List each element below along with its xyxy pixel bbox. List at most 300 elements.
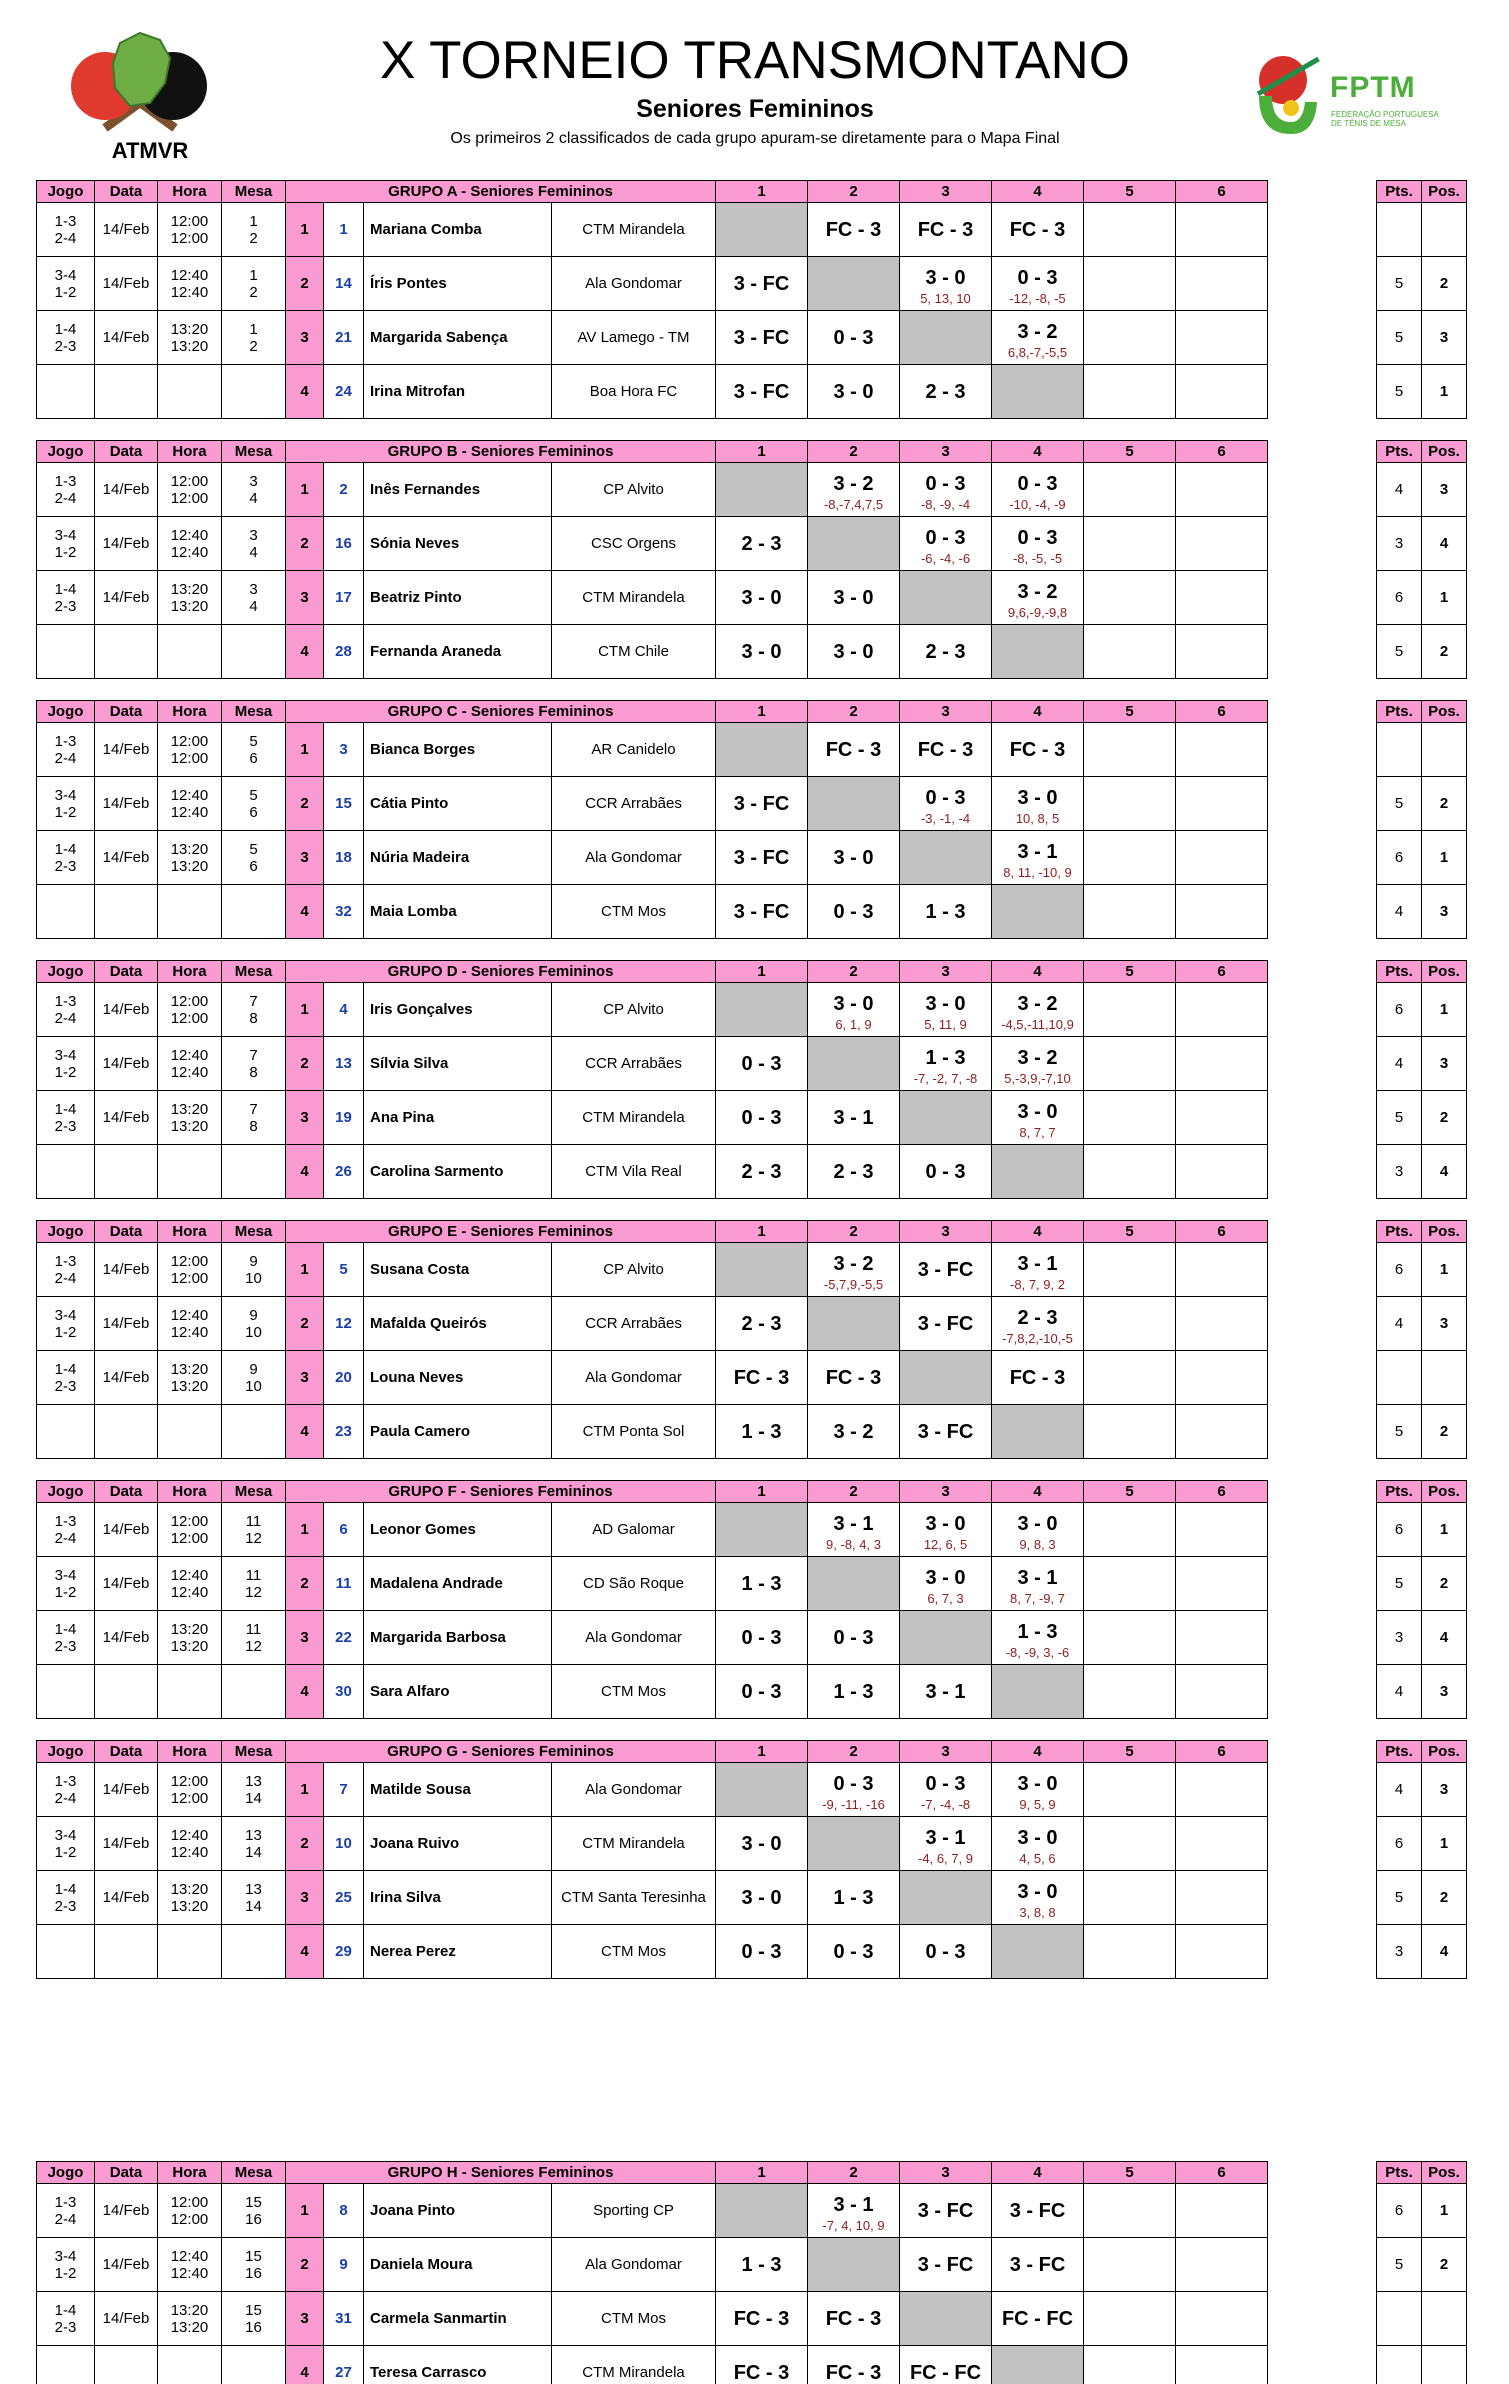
position-cell: 1 [1422,2184,1467,2238]
player-seed: 27 [324,2346,364,2384]
date-cell: 14/Feb [95,2184,158,2238]
jogo-cell [37,1665,95,1719]
empty-cell [1084,2238,1176,2292]
points-cell: 3 [1377,1145,1422,1199]
player-row [37,1145,1268,1199]
date-cell: 14/Feb [95,257,158,311]
match-result-cell [900,983,992,1037]
mesa-header: Mesa [222,2162,286,2184]
hora-header: Hora [158,701,222,723]
column-c4-header: 4 [992,441,1084,463]
hora-cell [158,2184,222,2238]
date-cell [95,1405,158,1459]
column-c2-header: 2 [808,441,900,463]
player-club: CTM Mirandela [552,571,716,625]
mesa-cell [222,463,286,517]
match-score: 0 - 3 [833,326,874,349]
match-result-cell [992,1763,1084,1817]
date-cell: 14/Feb [95,2292,158,2346]
set-scores: -4,5,-11,10,9 [1001,1017,1074,1032]
empty-cell [1084,1297,1176,1351]
data-header: Data [95,1741,158,1763]
hora-1: 13:20 [170,1100,209,1118]
hora-cell [158,983,222,1037]
hora-cell [158,1037,222,1091]
match-result-cell [716,1243,808,1297]
jogo-1: 3-4 [54,786,77,804]
points-header: Pts. [1377,1481,1422,1503]
player-row [37,1871,1268,1925]
column-c6-header: 6 [1176,1221,1268,1243]
player-club: Ala Gondomar [552,2238,716,2292]
player-seed: 20 [324,1351,364,1405]
fptm-logo-text: FPTM [1330,71,1416,104]
column-c4-header: 4 [992,961,1084,983]
empty-cell [1176,1297,1268,1351]
column-c6-header: 6 [1176,181,1268,203]
match-result-cell [900,1351,992,1405]
match-result-cell [808,1871,900,1925]
jogo-1: 1-4 [54,2301,77,2319]
player-row [37,1503,1268,1557]
match-score: 3 - 1 [1017,1253,1058,1275]
empty-cell [1176,203,1268,257]
points-header: Pts. [1377,1741,1422,1763]
player-club: CTM Chile [552,625,716,679]
jogo-1: 1-3 [54,732,77,750]
match-result-cell [900,203,992,257]
mesa-2: 2 [249,283,258,301]
match-result-cell [808,1145,900,1199]
player-number: 2 [286,1297,324,1351]
match-score: 1 - 3 [741,1572,782,1595]
jogo-header: Jogo [37,2162,95,2184]
jogo-2: 2-4 [54,1529,77,1547]
match-score: 3 - 1 [1017,841,1058,863]
set-scores: 12, 6, 5 [923,1537,968,1552]
player-row [37,1557,1268,1611]
points-cell: 3 [1377,1611,1422,1665]
player-club: CP Alvito [552,1243,716,1297]
empty-cell [1176,2184,1268,2238]
points-cell: 3 [1377,517,1422,571]
match-result-cell [992,1091,1084,1145]
match-result-cell [808,1405,900,1459]
mesa-2: 8 [249,1117,258,1135]
hora-2: 13:20 [170,1377,209,1395]
points-cell [1377,2346,1422,2384]
position-cell: 1 [1422,571,1467,625]
date-cell: 14/Feb [95,1351,158,1405]
column-c3-header: 3 [900,701,992,723]
data-header: Data [95,181,158,203]
hora-cell [158,1763,222,1817]
position-cell: 3 [1422,885,1467,939]
date-cell: 14/Feb [95,723,158,777]
mesa-header: Mesa [222,1481,286,1503]
hora-cell [158,625,222,679]
match-result-cell [900,831,992,885]
mesa-2: 6 [249,857,258,875]
hora-2: 12:00 [170,749,209,767]
match-score: 3 - 0 [1017,1881,1058,1903]
points-cell: 5 [1377,365,1422,419]
match-score: 3 - FC [917,1312,974,1335]
hora-2: 13:20 [170,2318,209,2336]
match-result-cell [992,517,1084,571]
mesa-2: 6 [249,749,258,767]
player-name: Susana Costa [364,1243,552,1297]
points-cell: 6 [1377,1503,1422,1557]
hora-1: 13:20 [170,1360,209,1378]
match-score: 3 - 2 [1017,1047,1058,1069]
jogo-cell [37,2292,95,2346]
mesa-header: Mesa [222,181,286,203]
date-cell: 14/Feb [95,1091,158,1145]
player-seed: 5 [324,1243,364,1297]
player-name: Paula Camero [364,1405,552,1459]
date-cell: 14/Feb [95,1243,158,1297]
column-c4-header: 4 [992,2162,1084,2184]
jogo-1: 3-4 [54,1566,77,1584]
points-cell: 4 [1377,1037,1422,1091]
points-table [1376,960,1467,1199]
player-club: CTM Ponta Sol [552,1405,716,1459]
points-header: Pts. [1377,181,1422,203]
empty-cell [1084,723,1176,777]
match-score: 2 - 3 [833,1160,874,1183]
mesa-cell [222,625,286,679]
jogo-1: 1-4 [54,1880,77,1898]
player-number: 4 [286,1665,324,1719]
match-result-cell [808,1297,900,1351]
jogo-1: 3-4 [54,1826,77,1844]
position-cell: 4 [1422,1145,1467,1199]
mesa-cell [222,1557,286,1611]
group-title: GRUPO B - Seniores Femininos [286,441,716,463]
jogo-2: 1-2 [54,1843,77,1861]
hora-cell [158,365,222,419]
group-table [36,1740,1268,1979]
match-score: FC - 3 [917,738,974,761]
points-cell: 5 [1377,311,1422,365]
mesa-2: 10 [245,1377,262,1395]
jogo-cell [37,1243,95,1297]
match-score: 3 - FC [733,846,790,869]
set-scores: -5,7,9,-5,5 [823,1277,884,1292]
match-score: 3 - 1 [925,1680,966,1703]
player-seed: 2 [324,463,364,517]
set-scores: -12, -8, -5 [1009,291,1066,306]
jogo-2: 2-3 [54,337,77,355]
mesa-1: 13 [245,1772,262,1790]
date-cell: 14/Feb [95,1297,158,1351]
qualification-note: Os primeiros 2 classificados de cada grupo apuram-se diretamente para o Mapa Final [450,130,1060,147]
jogo-cell [37,2346,95,2384]
column-c6-header: 6 [1176,441,1268,463]
match-result-cell [716,1871,808,1925]
match-score: 3 - 0 [1017,1101,1058,1123]
match-score: 3 - 2 [833,1420,874,1443]
match-score: 0 - 3 [1017,473,1058,495]
points-cell [1377,1351,1422,1405]
player-row [37,1037,1268,1091]
jogo-1: 1-3 [54,2193,77,2211]
column-c1-header: 1 [716,181,808,203]
match-result-cell [716,723,808,777]
hora-1: 12:40 [170,2247,209,2265]
set-scores: -6, -4, -6 [920,551,971,566]
mesa-2: 12 [245,1583,262,1601]
player-row [37,571,1268,625]
jogo-2: 2-4 [54,229,77,247]
hora-header: Hora [158,1221,222,1243]
jogo-2: 2-4 [54,1789,77,1807]
match-result-cell [808,1763,900,1817]
player-name: Teresa Carrasco [364,2346,552,2384]
empty-cell [1084,1145,1176,1199]
player-row [37,1091,1268,1145]
date-cell: 14/Feb [95,1871,158,1925]
mesa-2: 14 [245,1843,262,1861]
match-score: FC - 3 [733,2307,790,2330]
player-row [37,2346,1268,2384]
hora-cell [158,723,222,777]
match-result-cell [808,1611,900,1665]
jogo-cell [37,571,95,625]
mesa-cell [222,1611,286,1665]
jogo-cell [37,2238,95,2292]
match-result-cell [808,625,900,679]
position-cell: 3 [1422,1763,1467,1817]
player-club: Sporting CP [552,2184,716,2238]
match-score: 3 - FC [1009,2253,1066,2276]
player-seed: 28 [324,625,364,679]
player-seed: 17 [324,571,364,625]
match-result-cell [992,983,1084,1037]
date-cell: 14/Feb [95,1817,158,1871]
match-result-cell [716,1405,808,1459]
jogo-2: 2-3 [54,2318,77,2336]
hora-cell [158,1665,222,1719]
jogo-1: 1-4 [54,840,77,858]
player-number: 3 [286,1611,324,1665]
player-row [37,203,1268,257]
date-cell: 14/Feb [95,1557,158,1611]
player-name: Joana Pinto [364,2184,552,2238]
player-club: CP Alvito [552,463,716,517]
mesa-cell [222,1243,286,1297]
empty-cell [1084,1763,1176,1817]
match-result-cell [992,1243,1084,1297]
player-club: Boa Hora FC [552,365,716,419]
jogo-1: 3-4 [54,266,77,284]
empty-cell [1176,983,1268,1037]
hora-1: 12:40 [170,786,209,804]
match-result-cell [900,1297,992,1351]
player-row [37,1763,1268,1817]
player-club: CTM Mos [552,1665,716,1719]
column-c6-header: 6 [1176,961,1268,983]
empty-cell [1084,2346,1176,2384]
mesa-2: 2 [249,229,258,247]
player-row [37,625,1268,679]
player-name: Madalena Andrade [364,1557,552,1611]
player-row [37,1817,1268,1871]
hora-cell [158,1871,222,1925]
hora-1: 12:00 [170,732,209,750]
group-block [36,1480,1473,1750]
jogo-header: Jogo [37,961,95,983]
match-result-cell [900,1405,992,1459]
match-result-cell [808,517,900,571]
match-score: 1 - 3 [833,1680,874,1703]
jogo-cell [37,1037,95,1091]
match-score: 1 - 3 [925,1047,966,1069]
match-result-cell [900,1503,992,1557]
mesa-cell [222,1665,286,1719]
empty-cell [1176,1763,1268,1817]
match-result-cell [900,2238,992,2292]
mesa-header: Mesa [222,701,286,723]
match-result-cell [992,777,1084,831]
player-club: CTM Mirandela [552,1817,716,1871]
points-cell: 5 [1377,777,1422,831]
player-row [37,1665,1268,1719]
match-result-cell [900,1871,992,1925]
fptm-logo [1245,46,1439,146]
match-result-cell [716,571,808,625]
position-header: Pos. [1422,441,1467,463]
jogo-cell [37,517,95,571]
empty-cell [1084,1611,1176,1665]
data-header: Data [95,701,158,723]
mesa-cell [222,2346,286,2384]
match-result-cell [716,1091,808,1145]
match-result-cell [716,1611,808,1665]
match-score: FC - 3 [1009,1366,1066,1389]
position-cell: 2 [1422,1405,1467,1459]
empty-cell [1176,625,1268,679]
player-seed: 11 [324,1557,364,1611]
match-result-cell [716,365,808,419]
match-score: 3 - 0 [741,1886,782,1909]
match-result-cell [900,1243,992,1297]
set-scores: 6, 1, 9 [835,1017,872,1032]
column-c2-header: 2 [808,1481,900,1503]
match-result-cell [716,777,808,831]
group-block [36,440,1473,710]
column-c3-header: 3 [900,1221,992,1243]
match-score: 2 - 3 [925,640,966,663]
match-result-cell [716,1817,808,1871]
mesa-cell [222,2184,286,2238]
match-result-cell [992,1297,1084,1351]
player-number: 1 [286,1503,324,1557]
hora-cell [158,1611,222,1665]
jogo-cell [37,1503,95,1557]
set-scores: -9, -11, -16 [822,1797,885,1812]
match-score: 0 - 3 [833,1773,874,1795]
empty-cell [1176,517,1268,571]
position-cell: 2 [1422,625,1467,679]
hora-cell [158,1557,222,1611]
jogo-cell [37,831,95,885]
points-table [1376,700,1467,939]
match-score: 3 - FC [1009,2199,1066,2222]
atmvr-logo-text: ATMVR [111,138,189,163]
mesa-cell [222,257,286,311]
mesa-cell [222,1405,286,1459]
match-result-cell [992,1611,1084,1665]
hora-header: Hora [158,181,222,203]
set-scores: 9,6,-9,-9,8 [1007,605,1068,620]
mesa-cell [222,1871,286,1925]
points-cell: 4 [1377,885,1422,939]
mesa-cell [222,571,286,625]
points-header: Pts. [1377,961,1422,983]
match-score: 3 - 2 [1017,581,1058,603]
group-title: GRUPO C - Seniores Femininos [286,701,716,723]
match-score: 3 - FC [733,380,790,403]
hora-cell [158,571,222,625]
player-number: 3 [286,1091,324,1145]
date-cell [95,365,158,419]
player-seed: 8 [324,2184,364,2238]
set-scores: 8, 7, -9, 7 [1010,1591,1065,1606]
empty-cell [1084,1037,1176,1091]
hora-header: Hora [158,1741,222,1763]
position-cell: 3 [1422,1297,1467,1351]
position-cell: 2 [1422,777,1467,831]
match-result-cell [808,983,900,1037]
match-result-cell [808,1351,900,1405]
match-score: 0 - 3 [833,1626,874,1649]
hora-cell [158,203,222,257]
mesa-1: 15 [245,2193,262,2211]
mesa-1: 7 [249,1046,258,1064]
set-scores: -7, 4, 10, 9 [822,2218,885,2233]
hora-1: 12:40 [170,1826,209,1844]
match-result-cell [808,777,900,831]
match-score: 3 - 0 [1017,787,1058,809]
hora-2: 13:20 [170,1117,209,1135]
atmvr-logo [65,28,215,168]
match-result-cell [716,1145,808,1199]
match-score: 2 - 3 [741,1312,782,1335]
match-score: FC - 3 [1009,218,1066,241]
mesa-cell [222,1817,286,1871]
match-score: 3 - 0 [1017,1513,1058,1535]
hora-1: 12:40 [170,1566,209,1584]
player-name: Sónia Neves [364,517,552,571]
jogo-1: 1-4 [54,1360,77,1378]
jogo-cell [37,777,95,831]
position-cell: 4 [1422,517,1467,571]
player-name: Irina Mitrofan [364,365,552,419]
player-number: 1 [286,463,324,517]
mesa-2: 4 [249,489,258,507]
mesa-1: 9 [249,1360,258,1378]
match-result-cell [900,723,992,777]
date-cell: 14/Feb [95,1037,158,1091]
mesa-cell [222,885,286,939]
player-seed: 10 [324,1817,364,1871]
hora-2: 12:00 [170,1269,209,1287]
jogo-header: Jogo [37,441,95,463]
player-club: CTM Mos [552,2292,716,2346]
group-block [36,1220,1473,1490]
